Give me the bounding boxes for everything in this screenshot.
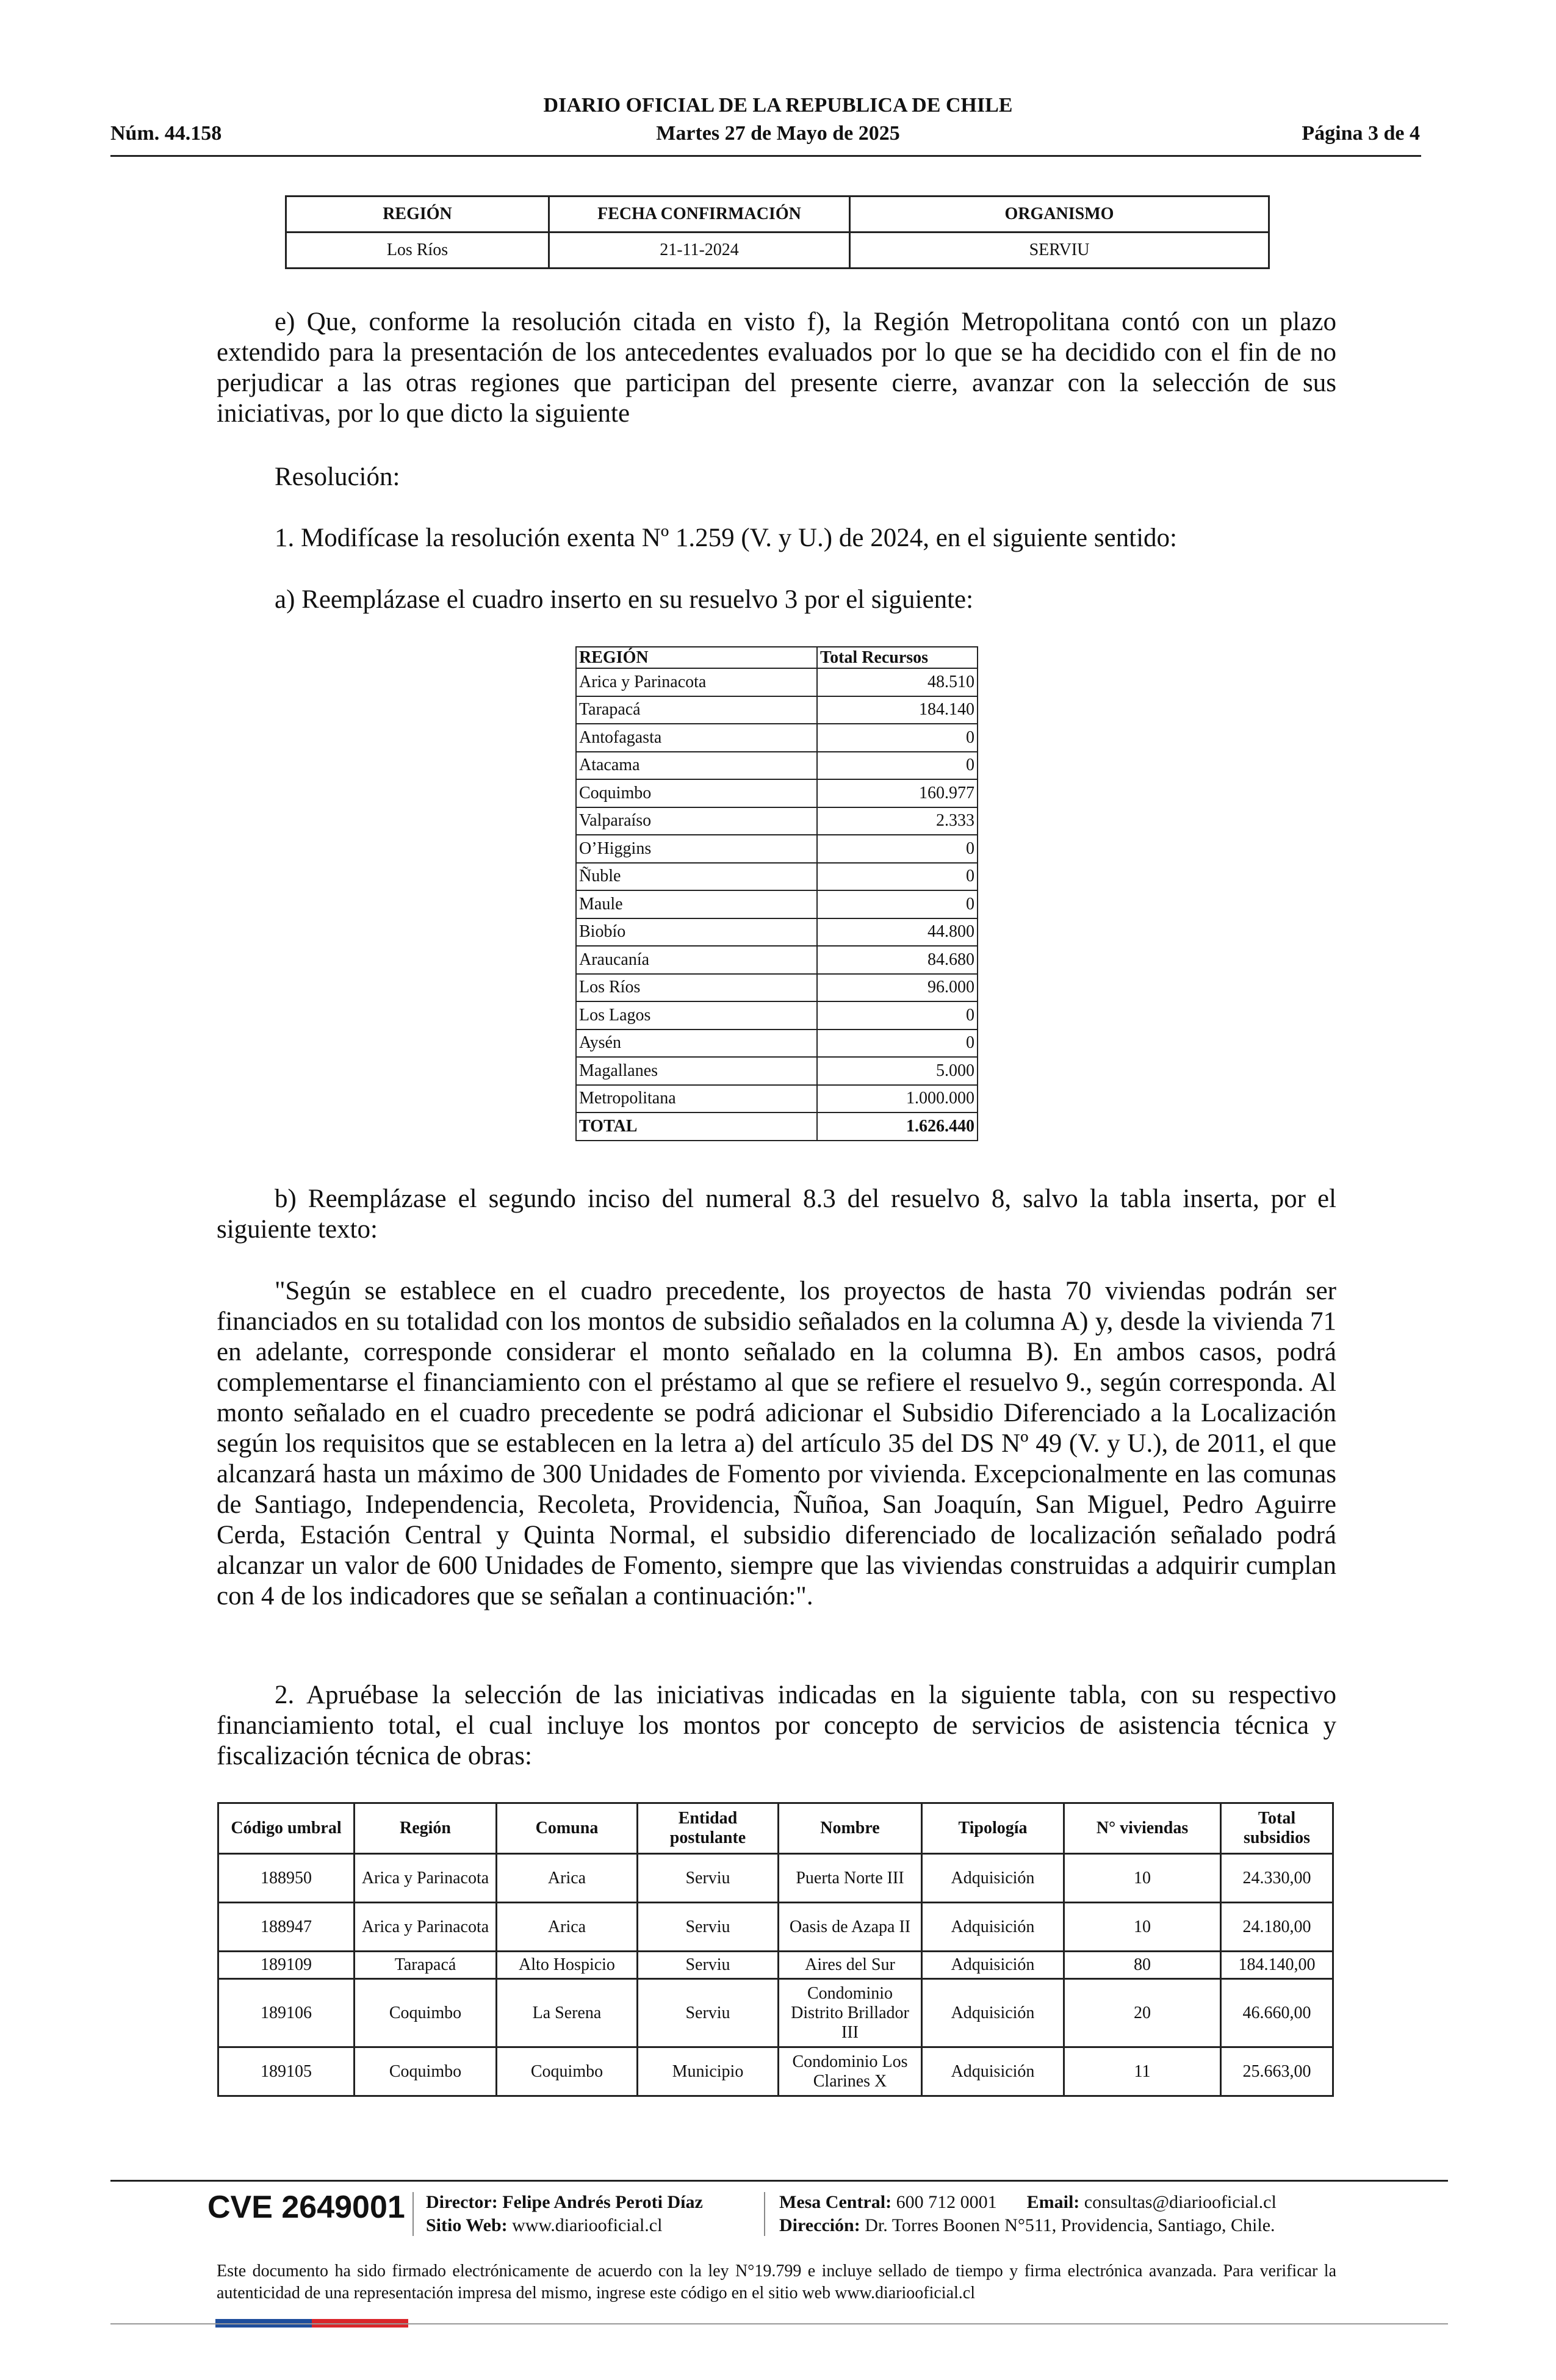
table-row [576,890,978,918]
table-row [576,1057,978,1085]
table-cell: Coquimbo [355,2047,497,2096]
table-row [286,233,1269,269]
footer-divider [764,2192,765,2236]
confirmation-table [285,195,1270,269]
table-cell: 184.140,00 [1221,1952,1333,1979]
table-cell: 46.660,00 [1221,1979,1333,2047]
table-cell: 24.330,00 [1221,1854,1333,1903]
col-header: Tipología [922,1803,1064,1854]
table-cell: 188950 [218,1854,355,1903]
table-cell: Adquisición [922,1952,1064,1979]
resources-table [575,646,978,1141]
amount-cell: 84.680 [817,946,978,974]
table-cell: 188947 [218,1903,355,1952]
table-row [576,1085,978,1113]
table-cell: La Serena [497,1979,638,2047]
table-cell: 24.180,00 [1221,1903,1333,1952]
table-cell: Adquisición [922,1979,1064,2047]
paragraph-text: e) Que, conforme la resolución citada en visto f), la Región Metropolitana contó con un plazo extendido para la presentación de los antecedentes evaluados por lo que se ha decidido con el fin de no perjudicar a las otras regiones que participan del presente cierre, avanzar con la selección de sus iniciativas, por lo que dicto la siguiente [217,308,1336,428]
resolution-heading: Resolución: [275,463,400,491]
region-cell: Metropolitana [576,1085,817,1113]
table-row [218,1952,1333,1979]
table-row [576,918,978,947]
director-name: Felipe Andrés Peroti Díaz [502,2192,703,2212]
amount-cell: 0 [817,1030,978,1058]
table-row [218,1903,1333,1952]
col-header: REGIÓN [286,197,549,233]
table-row [576,668,978,696]
col-header: Nombre [779,1803,922,1854]
page-number: Página 3 de 4 [1302,122,1420,145]
table-row [576,752,978,780]
table-cell: Adquisición [922,1903,1064,1952]
table-cell: Aires del Sur [779,1952,922,1979]
amount-cell: 44.800 [817,918,978,947]
region-cell: Los Ríos [576,974,817,1002]
region-cell: Maule [576,890,817,918]
region-cell: Tarapacá [576,696,817,724]
website-label: Sitio Web: [426,2215,508,2235]
table-cell: Arica [497,1903,638,1952]
table-cell: Arica y Parinacota [355,1854,497,1903]
col-header: FECHA CONFIRMACIÓN [549,197,850,233]
region-cell: Ñuble [576,863,817,891]
amount-cell: 160.977 [817,779,978,807]
paragraph-text: "Según se establece en el cuadro precedente, los proyectos de hasta 70 viviendas podrán ser financiados en su totalidad con los montos de subsidio señalados en la columna A) y, desde la vivienda 71 en adelante, corresponde considerar el monto señalado en la columna B). En ambos casos, podrá complementarse el financiamiento con el préstamo al que se refiere el resuelvo 9., según corresponda. Al monto señalado en el cuadro precedente se podrá adicionar el Subsidio Diferenciado a la Localización según los requisitos que se establecen en la letra a) del artículo 35 del DS Nº 49 (V. y U.), de 2011, el que alcanzará hasta un máximo de 300 Unidades de Fomento por vivienda. Excepcionalmente en las comunas de Santiago, Independencia, Recoleta, Providencia, Ñuñoa, San Joaquín, San Miguel, Pedro Aguirre Cerda, Estación Central y Quinta Normal, el subsidio diferenciado de localización señalado podrá alcanzar un valor de 600 Unidades de Fomento, siempre que las viviendas construidas a adquirir cumplan con 4 de los indicadores que se señalan a continuación:". [217,1277,1336,1610]
table-row [576,724,978,752]
table-cell: Serviu [638,1952,779,1979]
table-cell: Coquimbo [355,1979,497,2047]
table-row [218,1979,1333,2047]
amount-cell: 0 [817,835,978,863]
projects-table [217,1802,1334,2097]
amount-cell: 96.000 [817,974,978,1002]
region-cell: Magallanes [576,1057,817,1085]
table-cell: Coquimbo [497,2047,638,2096]
paragraph-b [217,1184,1336,1245]
email-label: Email: [1026,2192,1080,2212]
email-link[interactable]: consultas@diariooficial.cl [1084,2192,1277,2212]
region-cell: Coquimbo [576,779,817,807]
table-cell: Puerta Norte III [779,1854,922,1903]
region-cell: O’Higgins [576,835,817,863]
col-header: Código umbral [218,1803,355,1854]
col-header: Total Recursos [817,647,978,668]
table-cell: 189109 [218,1952,355,1979]
amount-cell: 48.510 [817,668,978,696]
table-row [576,696,978,724]
table-cell: Tarapacá [355,1952,497,1979]
table-row [576,807,978,835]
table-row [576,946,978,974]
paragraph-text: b) Reemplázase el segundo inciso del numeral 8.3 del resuelvo 8, salvo la tabla inserta, por el siguiente texto: [217,1185,1336,1244]
address-text: Dr. Torres Boonen N°511, Providencia, Santiago, Chile. [865,2215,1275,2235]
table-cell: Municipio [638,2047,779,2096]
address-label: Dirección: [779,2215,860,2235]
col-header: Entidad postulante [638,1803,779,1854]
col-header: ORGANISMO [850,197,1269,233]
region-cell: Biobío [576,918,817,947]
website-link[interactable]: www.diariooficial.cl [512,2215,663,2235]
quoted-text [217,1276,1336,1612]
table-cell: Serviu [638,1903,779,1952]
director-line [426,2191,703,2214]
table-row [576,835,978,863]
table-cell: 11 [1064,2047,1221,2096]
item-2 [217,1680,1336,1772]
table-row [576,1030,978,1058]
table-cell: Serviu [638,1979,779,2047]
amount-cell: 5.000 [817,1057,978,1085]
table-cell: 80 [1064,1952,1221,1979]
table-cell: Adquisición [922,1854,1064,1903]
table-cell: SERVIU [850,233,1269,269]
table-cell: 10 [1064,1903,1221,1952]
table-row [576,1001,978,1030]
paragraph-text: 2. Apruébase la selección de las iniciativas indicadas en la siguiente tabla, con su respectivo financiamiento total, el cual incluye los montos por concepto de servicios de asistencia técnica y fiscalización técnica de obras: [217,1681,1336,1770]
issue-number: Núm. 44.158 [110,122,222,145]
amount-cell: 1.000.000 [817,1085,978,1113]
website-line [426,2214,662,2237]
col-header: N° viviendas [1064,1803,1221,1854]
bottom-rule [110,2323,1448,2324]
address-line [779,2214,1275,2237]
footer-divider [412,2192,414,2236]
table-cell: Serviu [638,1854,779,1903]
table-cell: Condominio Distrito Brillador III [779,1979,922,2047]
header-rule [110,155,1421,157]
newspaper-title: DIARIO OFICIAL DE LA REPUBLICA DE CHILE [543,94,1013,117]
table-cell: 20 [1064,1979,1221,2047]
table-row [576,974,978,1002]
table-cell: Condominio Los Clarines X [779,2047,922,2096]
amount-cell: 184.140 [817,696,978,724]
amount-cell: 0 [817,1001,978,1030]
amount-cell: 0 [817,863,978,891]
amount-cell: 0 [817,890,978,918]
region-cell: Valparaíso [576,807,817,835]
table-cell: 25.663,00 [1221,2047,1333,2096]
col-header: Comuna [497,1803,638,1854]
total-row [576,1112,978,1141]
paragraph-e [217,307,1336,429]
table-cell: Arica y Parinacota [355,1903,497,1952]
table-cell: 189105 [218,2047,355,2096]
table-row [218,2047,1333,2096]
table-cell: Adquisición [922,2047,1064,2096]
col-header: Región [355,1803,497,1854]
table-row [218,1854,1333,1903]
table-cell: Oasis de Azapa II [779,1903,922,1952]
total-value: 1.626.440 [817,1112,978,1141]
table-cell: Arica [497,1854,638,1903]
table-cell: 21-11-2024 [549,233,850,269]
table-cell: 10 [1064,1854,1221,1903]
footer-rule [110,2180,1448,2182]
region-cell: Arica y Parinacota [576,668,817,696]
director-label: Director: [426,2192,498,2212]
table-cell: 189106 [218,1979,355,2047]
region-cell: Atacama [576,752,817,780]
region-cell: Los Lagos [576,1001,817,1030]
table-row [576,863,978,891]
item-1a: a) Reemplázase el cuadro inserto en su resuelvo 3 por el siguiente: [275,585,974,614]
table-row [576,779,978,807]
amount-cell: 2.333 [817,807,978,835]
issue-date: Martes 27 de Mayo de 2025 [656,122,900,145]
phone-label: Mesa Central: [779,2192,892,2212]
region-cell: Araucanía [576,946,817,974]
region-cell: Antofagasta [576,724,817,752]
region-cell: Aysén [576,1030,817,1058]
legal-notice: Este documento ha sido firmado electrónicamente de acuerdo con la ley N°19.799 e incluye sellado de tiempo y firma electrónica avanzada. Para verificar la autenticidad de una representación impresa del mismo, ingrese este código en el sitio web www.diariooficial.cl [217,2262,1336,2302]
total-label: TOTAL [576,1112,817,1141]
table-cell: Alto Hospicio [497,1952,638,1979]
col-header: Total subsidios [1221,1803,1333,1854]
amount-cell: 0 [817,724,978,752]
phone-number: 600 712 0001 [896,2192,997,2212]
cve-code: CVE 2649001 [207,2190,405,2225]
col-header: REGIÓN [576,647,817,668]
contact-line [779,2191,1277,2214]
table-cell: Los Ríos [286,233,549,269]
amount-cell: 0 [817,752,978,780]
item-1: 1. Modifícase la resolución exenta Nº 1.259 (V. y U.) de 2024, en el siguiente sentido: [275,524,1177,552]
